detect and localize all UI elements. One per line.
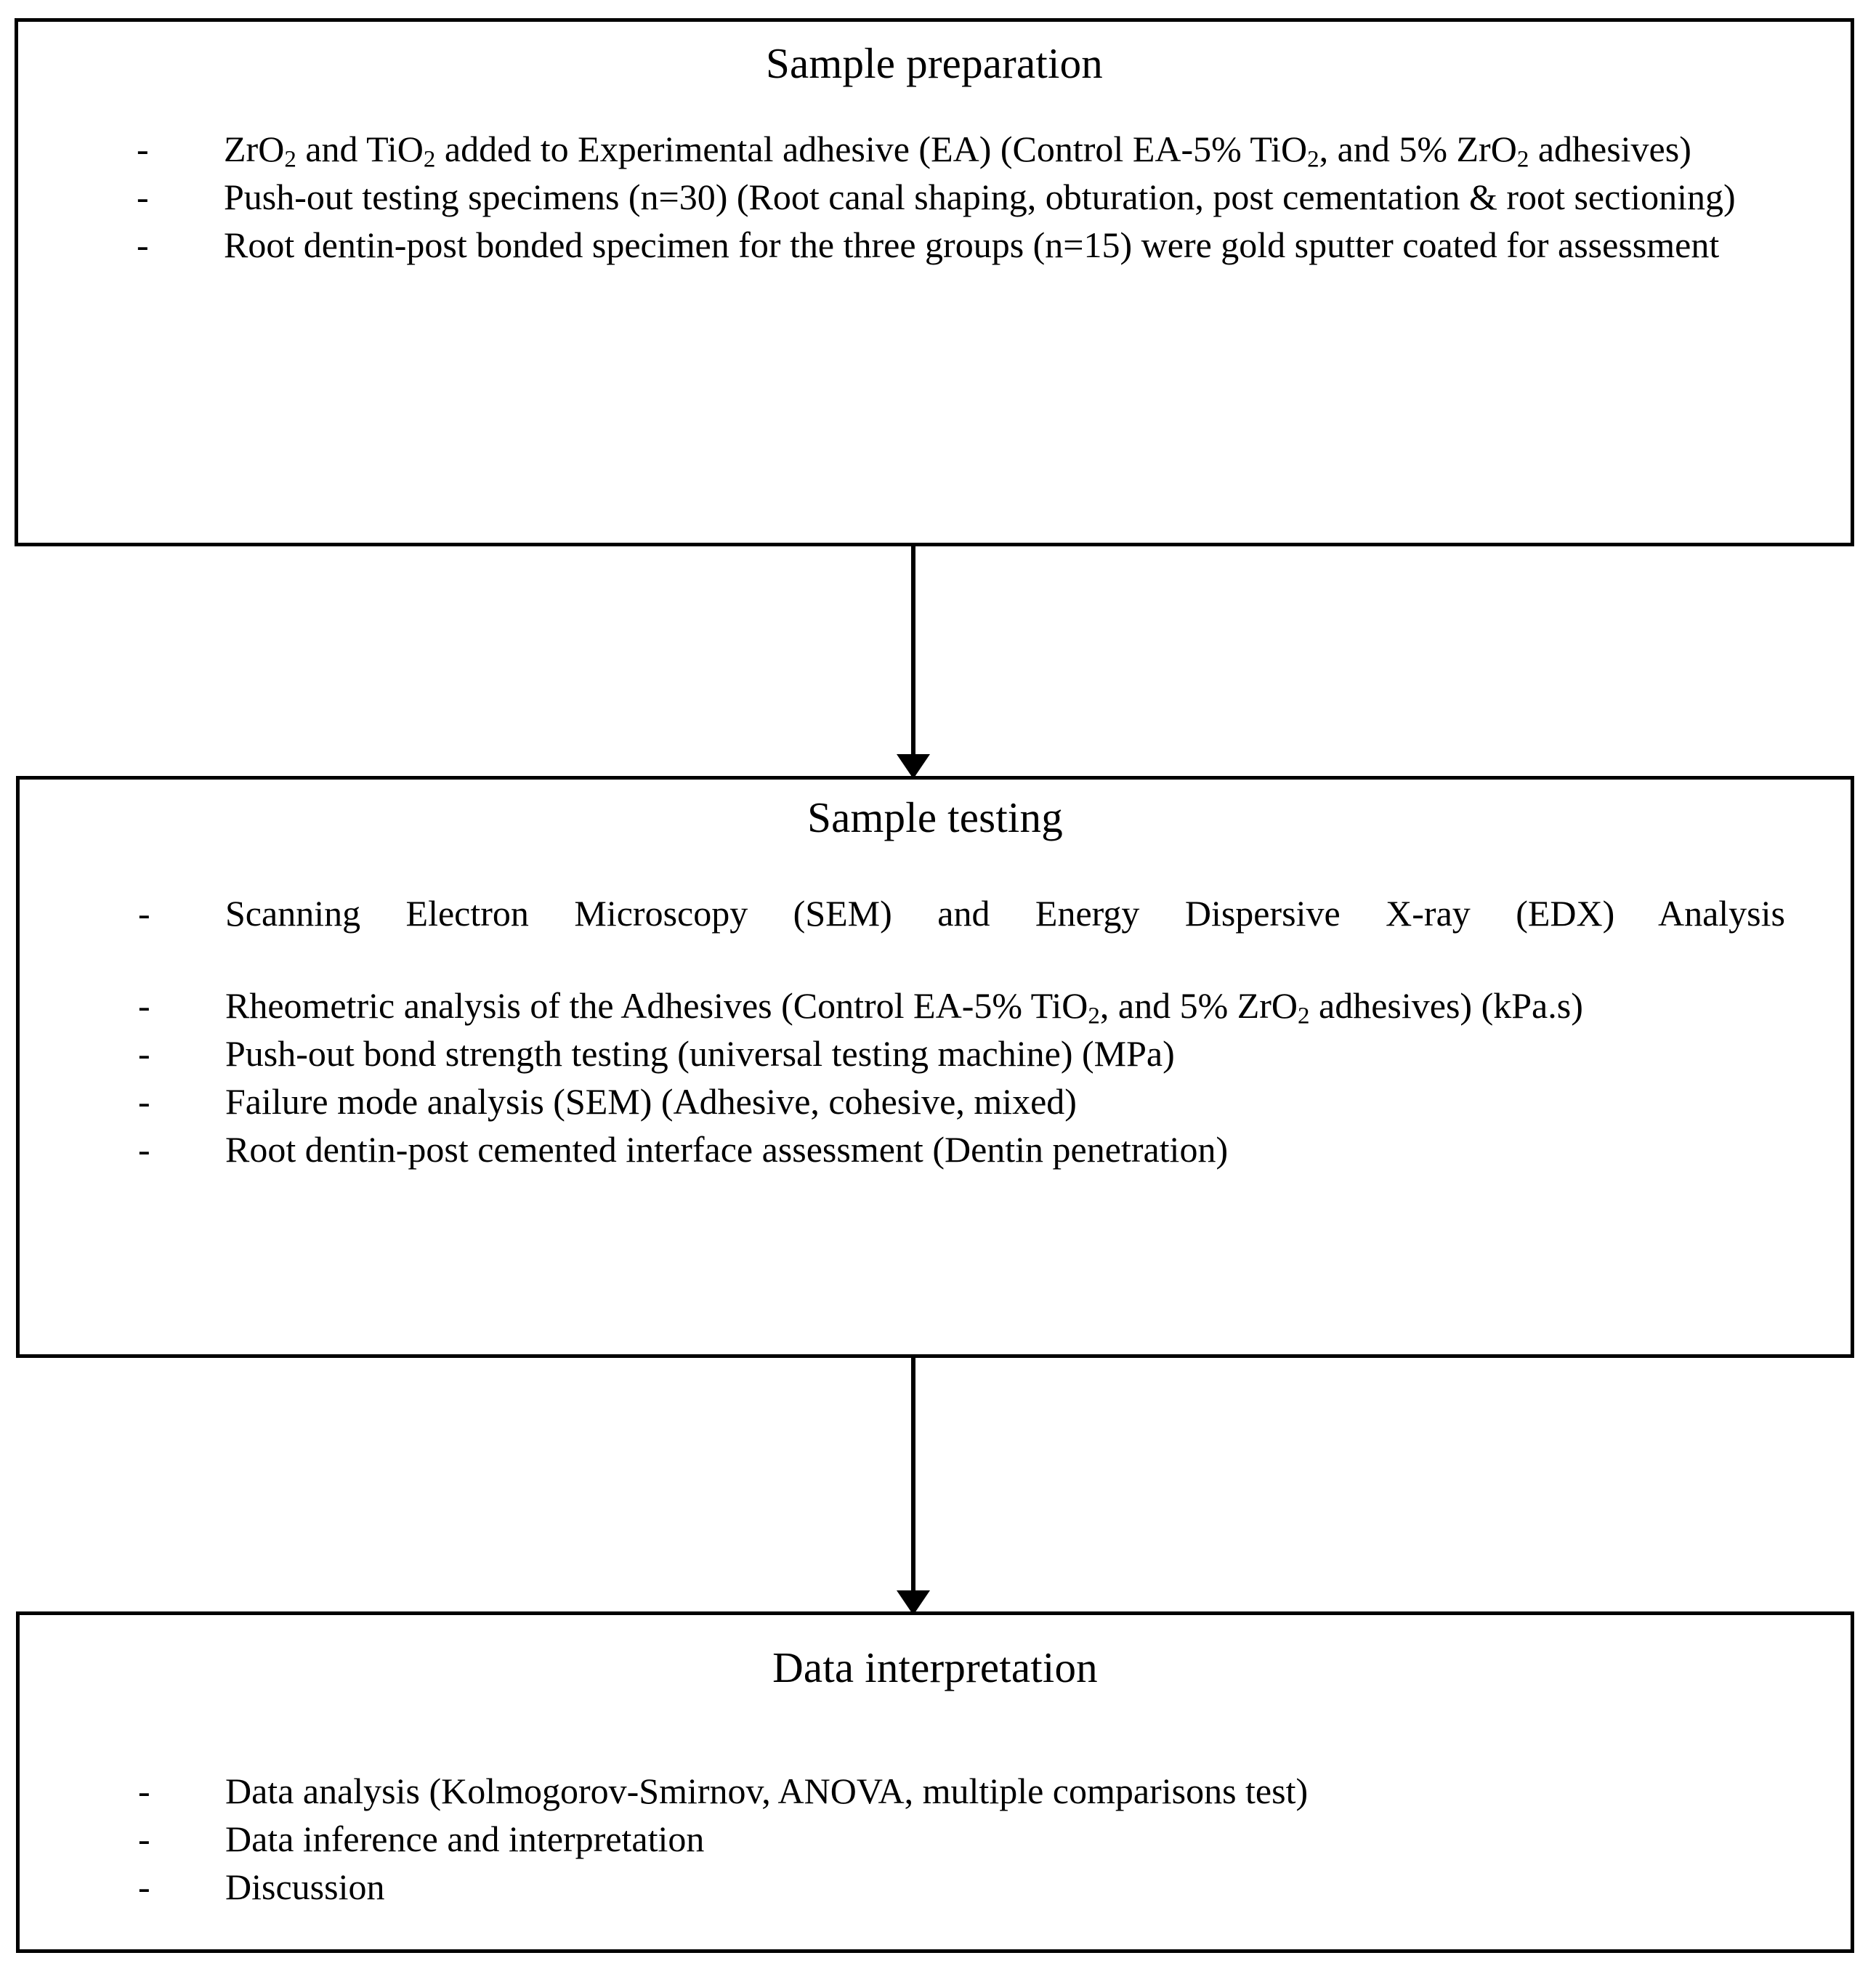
list-item xyxy=(20,891,1851,980)
dash-bullet-icon: - xyxy=(138,1032,150,1074)
list-item-text: Data inference and interpretation xyxy=(225,1818,705,1859)
list-item xyxy=(20,1865,1851,1909)
list-item-text: Failure mode analysis (SEM) (Adhesive, cohesive, mixed) xyxy=(225,1080,1077,1122)
list-item-text: Data analysis (Kolmogorov-Smirnov, ANOVA, multiple comparisons test) xyxy=(225,1770,1309,1811)
dash-bullet-icon: - xyxy=(138,984,150,1026)
list-item xyxy=(18,127,1851,171)
list-item xyxy=(18,223,1851,267)
dash-bullet-icon: - xyxy=(137,176,149,217)
dash-bullet-icon: - xyxy=(138,892,150,934)
dash-bullet-icon: - xyxy=(138,1770,150,1811)
arrow-prep-to-testing xyxy=(911,546,915,777)
stage-box-sample-preparation xyxy=(15,18,1854,546)
list-item-text: Root dentin-post cemented interface assessment (Dentin penetration) xyxy=(225,1128,1229,1170)
dash-bullet-icon: - xyxy=(138,1080,150,1122)
bullet-list-sample-preparation xyxy=(18,127,1851,267)
dash-bullet-icon: - xyxy=(138,1866,150,1907)
list-item xyxy=(20,1032,1851,1076)
dash-bullet-icon: - xyxy=(137,128,149,169)
list-item-text: Push-out bond strength testing (universal testing machine) (MPa) xyxy=(225,1032,1175,1074)
stage-title-sample-testing: Sample testing xyxy=(807,793,1063,841)
list-item-text: Scanning Electron Microscopy (SEM) and Energy Dispersive X-ray (EDX) Analysis xyxy=(225,892,1785,934)
list-item-text: Discussion xyxy=(225,1866,385,1907)
bullet-list-sample-testing xyxy=(20,891,1851,1172)
arrow-testing-to-interpretation xyxy=(911,1358,915,1614)
list-item xyxy=(20,1769,1851,1813)
list-item xyxy=(18,175,1851,219)
stage-title-sample-preparation: Sample preparation xyxy=(766,39,1103,87)
list-item-text: Rheometric analysis of the Adhesives (Control EA-5% TiO$_2$, and 5% ZrO$_2$ adhesives) (kPa.s) xyxy=(225,984,1583,1030)
list-item-text: Root dentin-post bonded specimen for the three groups (n=15) were gold sputter coated for assessment xyxy=(224,224,1720,265)
list-item-text: Push-out testing specimens (n=30) (Root canal shaping, obturation, post cementation & root sectioning) xyxy=(224,176,1736,217)
list-item xyxy=(20,1080,1851,1124)
stage-title-data-interpretation: Data interpretation xyxy=(772,1643,1098,1691)
dash-bullet-icon: - xyxy=(138,1128,150,1170)
bullet-list-data-interpretation xyxy=(20,1769,1851,1909)
list-item-text: ZrO$_2$ and TiO$_2$ added to Experimental adhesive (EA) (Control EA-5% TiO$_2$, and 5% ZrO$_2$ adhesives) xyxy=(224,128,1691,173)
list-item xyxy=(20,984,1851,1028)
arrow-head-icon xyxy=(897,754,930,779)
stage-box-sample-testing xyxy=(16,776,1854,1358)
dash-bullet-icon: - xyxy=(137,224,149,265)
stage-box-data-interpretation xyxy=(16,1611,1854,1953)
list-item xyxy=(20,1128,1851,1172)
list-item xyxy=(20,1817,1851,1861)
dash-bullet-icon: - xyxy=(138,1818,150,1859)
